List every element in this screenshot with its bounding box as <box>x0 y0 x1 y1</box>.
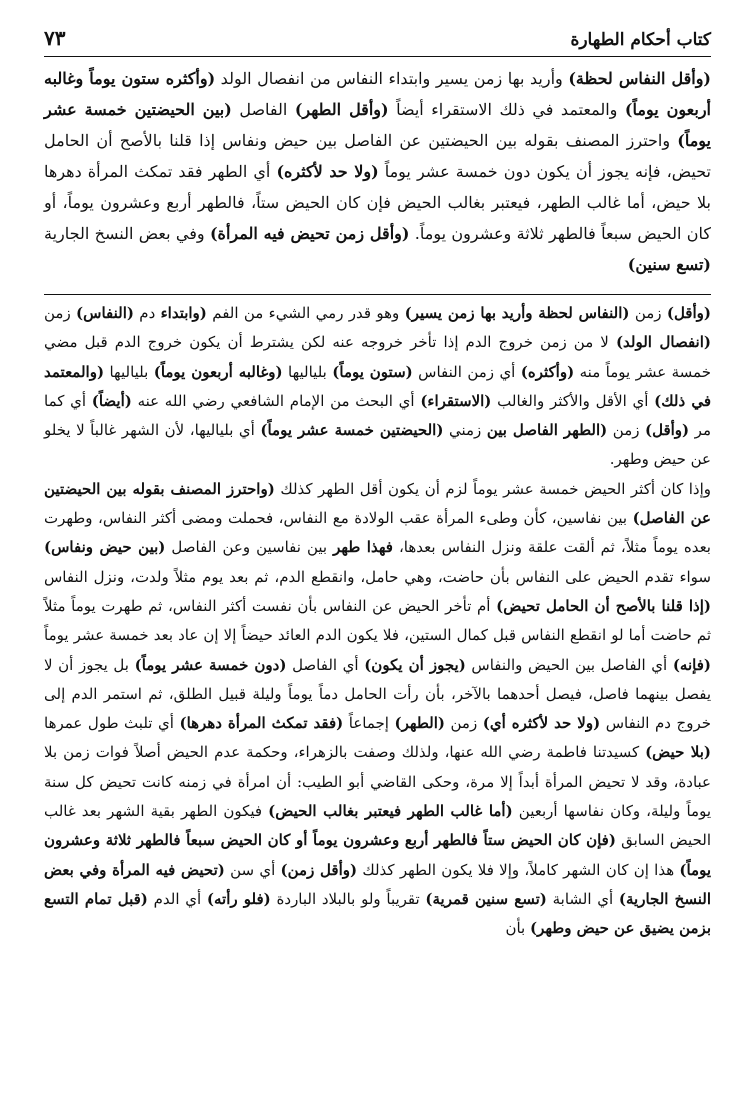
text-segment: وأريد بها زمن يسير وابتداء النفاس من انفصال الولد <box>215 69 569 88</box>
text-segment: أي زمن النفاس <box>412 362 521 381</box>
text-segment: أي سن <box>224 860 281 879</box>
text-segment: واحترز المصنف بقوله بين الحيضتين عن الفاصل بين حيض ونفاس إذا قلنا بالأصح أن الحامل تحيض، فإنه يجوز أن يكون دون خمسة عشر يوماً <box>44 131 711 181</box>
bold-text-segment: (وأكثره) <box>520 362 575 381</box>
text-segment: إجماعاً <box>343 714 395 733</box>
matn-paragraph <box>44 63 711 280</box>
bold-text-segment: (تسع سنين قمرية) <box>425 889 547 908</box>
text-segment: وهو قدر رمي الشيء من الفم <box>206 304 405 322</box>
bold-text-segment: (يجوز أن يكون) <box>364 655 466 674</box>
bold-text-segment: (وأقل) <box>645 421 690 440</box>
bold-text-segment: (وأقل النفاس لحظة) <box>568 69 711 88</box>
bold-text-segment: (النفاس) <box>76 304 134 322</box>
text-segment: وفي بعض النسخ الجارية <box>44 224 210 243</box>
text-segment: هذا إن كان الشهر كاملاً، وإلا فلا يكون الطهر كذلك <box>357 860 680 879</box>
bold-text-segment: (إذا قلنا بالأصح أن الحامل تحيض) <box>496 596 711 615</box>
bold-text-segment: (وأكثره ستون يوماً وغالبه أربعون يوماً) <box>44 69 712 119</box>
text-segment: زمن <box>607 421 646 440</box>
text-segment: أي بلياليها، لأن الشهر غالباً لا يخلو عن حيض وطهر. <box>44 421 711 469</box>
text-segment: وإذا كان أكثر الحيض خمسة عشر يوماً لزم أن يكون أقل الطهر كذلك <box>274 479 712 498</box>
bold-text-segment: (تسع سنين) <box>627 255 711 274</box>
text-segment: سواء تقدم الحيض على النفاس بأن حاضت، وهي حامل، وانقطع الدم، ثم بعد يوم مثلاً ولدت، ونزل النفاس <box>44 567 711 586</box>
commentary-paragraph <box>44 299 711 475</box>
text-segment: زمني <box>443 421 487 440</box>
text-segment: أي كما مر <box>44 391 711 440</box>
text-segment: كسيدتنا فاطمة رضي الله عنها، ولذلك وصفت بالزهراء، وحكمة عدم الحيض أصلاً فوات زمن بلا عبادة، وقد لا تحيض المرأة أبداً إلا مرة، وحكى القاضي أبو الطيب: أن امرأة في زمنه كانت تحيض كل سنة يوماً وليلة، وكان نفاسها أربعين <box>44 743 711 821</box>
text-segment: زمن <box>44 304 77 322</box>
text-segment: والمعتمد في ذلك الاستقراء أيضاً <box>388 100 625 119</box>
text-segment: زمن <box>629 304 667 322</box>
bold-text-segment: (فقد تمكث المرأة دهرها) <box>179 714 344 733</box>
text-segment: بين نفاسين، كأن وطىء المرأة عقب الولادة مع النفاس، فحملت ومضى أكثر النفاس، وطهرت بعده يوماً مثلاً، ثم ألقت علقة ونزل النفاس بعدها، <box>44 509 711 557</box>
page-header <box>44 22 711 57</box>
bold-text-segment: (أما غالب الطهر فيعتبر بغالب الحيض) <box>268 802 513 821</box>
bold-text-segment: (ستون يوماً) <box>332 362 413 381</box>
bold-text-segment: فهذا طهر <box>333 538 393 557</box>
bold-text-segment: (ولا حد لأكثره) <box>276 162 379 181</box>
text-segment: أي الأقل والأكثر والغالب <box>491 391 655 410</box>
bold-text-segment: (واحترز المصنف بقوله بين الحيضتين عن الفاصل) <box>44 479 711 528</box>
bold-text-segment: (الطهر الفاصل بين <box>486 421 608 440</box>
bold-text-segment: (قبل تمام التسع بزمن يضيق عن حيض وطهر) <box>44 889 711 938</box>
bold-text-segment: (وأقل الطهر) <box>294 100 389 119</box>
bold-text-segment: (النفاس لحظة وأريد بها زمن يسير) <box>404 304 630 322</box>
text-segment: بلياليها <box>282 362 333 381</box>
text-segment: دم <box>133 304 161 322</box>
bold-text-segment: (الحيضتين خمسة عشر يوماً) <box>260 421 444 440</box>
text-segment: أي تلبث طول عمرها <box>44 714 180 733</box>
text-segment: أي الشابة <box>546 889 619 908</box>
bold-text-segment: (دون خمسة عشر يوماً) <box>134 655 287 674</box>
bold-text-segment: (وأقل) <box>666 304 711 322</box>
footnote-divider <box>44 294 711 295</box>
bold-text-segment: (وابتداء <box>160 304 207 322</box>
text-segment: تقريباً ولو بالبلاد الباردة <box>270 889 426 908</box>
text-segment: أي البحث من الإمام الشافعي رضي الله عنه <box>131 391 421 410</box>
commentary-paragraph <box>44 475 711 944</box>
bold-text-segment: (فلو رأته) <box>206 889 271 908</box>
text-segment: بين نفاسين وعن الفاصل <box>165 538 334 557</box>
text-segment: بلياليها <box>104 362 154 381</box>
bold-text-segment: (وغالبه أربعون يوماً) <box>153 362 283 381</box>
commentary-text-block <box>44 299 711 944</box>
matn-text-block <box>44 63 711 280</box>
bold-text-segment: (الاستقراء) <box>420 391 492 410</box>
text-segment: فيكون الطهر بقية الشهر بعد غالب الحيض السابق <box>44 802 711 850</box>
text-segment: أي الطهر فقد تمكث المرأة دهرها بلا حيض، أما غالب الطهر، فيعتبر بغالب الحيض فإن كان الحيض ستاً، فالطهر أربع وعشرون يوماً، أو كان الحيض سبعاً فالطهر ثلاثة وعشرون يوماً. <box>44 162 712 243</box>
bold-text-segment: (فإنه) <box>672 655 711 674</box>
text-segment: الفاصل <box>231 100 295 119</box>
page-number: ٧٣ <box>44 26 66 50</box>
text-segment: أي الفاصل بين الحيض والنفاس <box>465 655 673 674</box>
bold-text-segment: (والمعتمد في ذلك) <box>44 362 712 410</box>
text-segment: بأن <box>505 919 530 938</box>
bold-text-segment: (انفصال الولد) <box>615 333 711 352</box>
text-segment: لا من زمن خروج الدم إذا تأخر خروجه عنه لكن يشترط أن يكون خروج الدم قبل مضي خمسة عشر يوماً منه <box>44 333 711 381</box>
bold-text-segment: (بين الحيضتين خمسة عشر يوماً) <box>44 100 711 150</box>
text-segment: زمن <box>444 714 483 733</box>
text-segment: أي الدم <box>147 889 207 908</box>
bold-text-segment: (بلا حيض) <box>645 743 711 762</box>
bold-text-segment: (الطهر) <box>394 714 445 733</box>
bold-text-segment: (بين حيض ونفاس) <box>44 538 166 557</box>
bold-text-segment: (وأقل زمن تحيض فيه المرأة) <box>209 224 410 243</box>
bold-text-segment: (ولا حد لأكثره أي) <box>482 714 601 733</box>
text-segment: أم تأخر الحيض عن النفاس بأن نفست أكثر النفاس، ثم طهرت يوماً مثلاً ثم حاضت أما لو انقطع النفاس قبل كمال الستين، فلا يكون الدم العائد حيضاً إلا إن عاد بعد خمسة عشر يوماً <box>44 596 711 645</box>
book-title: كتاب أحكام الطهارة <box>570 30 711 50</box>
bold-text-segment: (وأقل زمن) <box>280 860 358 879</box>
text-segment: بل يجوز أن لا يفصل بينهما فاصل، فيصل أحدهما بالآخر، بأن رأت الحامل دماً يوماً وليلة قبيل الطلق، ثم استمر الدم إلى خروج دم النفاس <box>44 655 712 733</box>
book-page <box>44 22 711 1094</box>
bold-text-segment: (أيضاً) <box>91 391 132 410</box>
bold-text-segment: (تحيض فيه المرأة وفي بعض النسخ الجارية) <box>44 860 711 908</box>
bold-text-segment: (فإن كان الحيض ستاً فالطهر أربع وعشرون يوماً أو كان الحيض سبعاً فالطهر ثلاثة وعشرون يوماً) <box>44 831 712 879</box>
text-segment: أي الفاصل <box>286 655 365 674</box>
